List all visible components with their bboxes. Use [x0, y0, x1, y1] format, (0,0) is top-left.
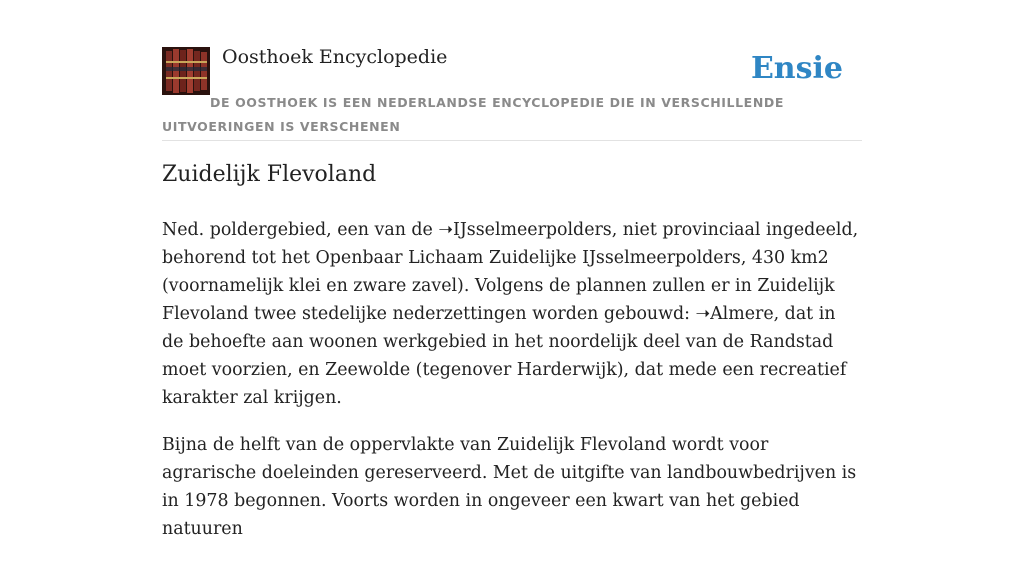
site-tagline: DE OOSTHOEK IS EEN NEDERLANDSE ENCYCLOPEDIE DIE IN VERSCHILLENDE UITVOERINGEN IS VERSCHENEN — [162, 95, 784, 134]
paragraph-text: , dat in de behoefte aan woonen werkgebied in het noordelijk deel van de Randstad moet voorzien, en Zeewolde (tegenover Harderwijk), dat mede een recreatief karakter zal krijgen. — [162, 304, 847, 408]
site-logo[interactable] — [162, 47, 210, 95]
paragraph-text: , niet provinciaal ingedeeld, behorend tot het Openbaar Lichaam Zuidelijke IJsselmeerpolders, 430 km2 (voornamelijk klei en zware zavel). Volgens de plannen zullen er in Zuidelijk Flevoland twee stedelijke nederzettingen worden gebouwd: — [162, 220, 859, 324]
site-name[interactable]: Oosthoek Encyclopedie — [222, 46, 448, 68]
article-paragraph-2: Bijna de helft van de oppervlakte van Zuidelijk Flevoland wordt voor agrarische doeleinden gereserveerd. Met de uitgifte van landbouwbedrijven is in 1978 begonnen. Voorts worden in ongeveer een kwart van het gebied natuuren — [162, 435, 857, 539]
book-spines-icon — [162, 47, 210, 95]
article-paragraph-1 — [162, 216, 862, 412]
link-ijsselmeerpolders[interactable]: ➝IJsselmeerpolders — [438, 220, 612, 240]
ensie-brand-link[interactable]: Ensie — [750, 51, 843, 86]
page-container — [162, 0, 862, 539]
link-almere[interactable]: ➝Almere — [695, 304, 774, 324]
article-title: Zuidelijk Flevoland — [162, 162, 377, 187]
paragraph-text: Ned. poldergebied, een van de — [162, 220, 439, 240]
site-header — [162, 0, 862, 141]
article-body — [162, 216, 862, 562]
